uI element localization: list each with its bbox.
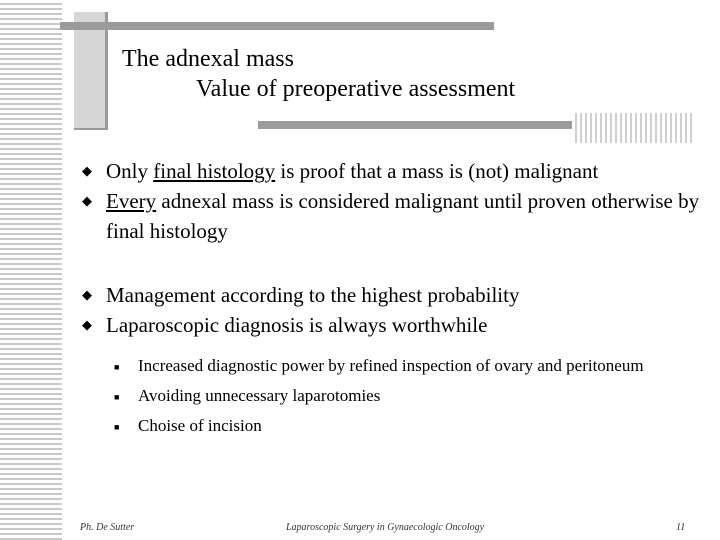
title-striped-block	[572, 113, 692, 143]
bullet-text-part: adnexal mass is considered malignant until proven otherwise by final histology	[106, 189, 700, 243]
sub-bullet-item	[114, 385, 674, 409]
diamond-bullet-icon: ◆	[82, 163, 92, 178]
diamond-bullet-icon: ◆	[82, 193, 92, 208]
slide-title	[122, 44, 682, 104]
diamond-bullet-icon: ◆	[82, 317, 92, 332]
bullet-underlined-text: final histology	[153, 159, 276, 183]
square-bullet-icon: ■	[114, 362, 120, 372]
bullet-item	[82, 280, 702, 310]
bullet-text: Management according to the highest probability	[106, 283, 520, 307]
slide-title-line1: The adnexal mass	[122, 46, 294, 72]
square-bullet-icon: ■	[114, 392, 120, 402]
bullet-text	[106, 186, 702, 246]
bullet-item	[82, 310, 702, 340]
sub-bullet-item	[114, 355, 674, 379]
slide-title-line2: Value of preoperative assessment	[196, 76, 516, 102]
title-top-rule	[60, 22, 494, 30]
main-bullet-list	[82, 156, 702, 340]
slide-footer	[0, 522, 720, 538]
bullet-item	[82, 186, 702, 246]
footer-page-number: 11	[676, 522, 686, 533]
bullet-text-part: is proof that a mass is (not) malignant	[275, 159, 599, 183]
bullet-underlined-text: Every	[106, 189, 157, 213]
bullet-gap	[82, 246, 702, 280]
sub-bullet-text: Increased diagnostic power by refined inspection of ovary and peritoneum	[138, 356, 644, 375]
footer-course: Laparoscopic Surgery in Gynaecologic Oncology	[286, 522, 485, 533]
sub-bullet-text: Choise of incision	[138, 416, 262, 435]
sub-bullet-list	[114, 355, 674, 445]
sub-bullet-text: Avoiding unnecessary laparotomies	[138, 386, 381, 405]
bullet-text: Laparoscopic diagnosis is always worthwhile	[106, 313, 488, 337]
bullet-text-part: Only	[106, 159, 154, 183]
sub-bullet-item	[114, 415, 674, 439]
footer-author: Ph. De Sutter	[80, 522, 135, 533]
bullet-text	[106, 156, 702, 186]
diamond-bullet-icon: ◆	[82, 287, 92, 302]
bullet-item	[82, 156, 702, 186]
square-bullet-icon: ■	[114, 422, 120, 432]
left-striped-band	[0, 0, 62, 540]
